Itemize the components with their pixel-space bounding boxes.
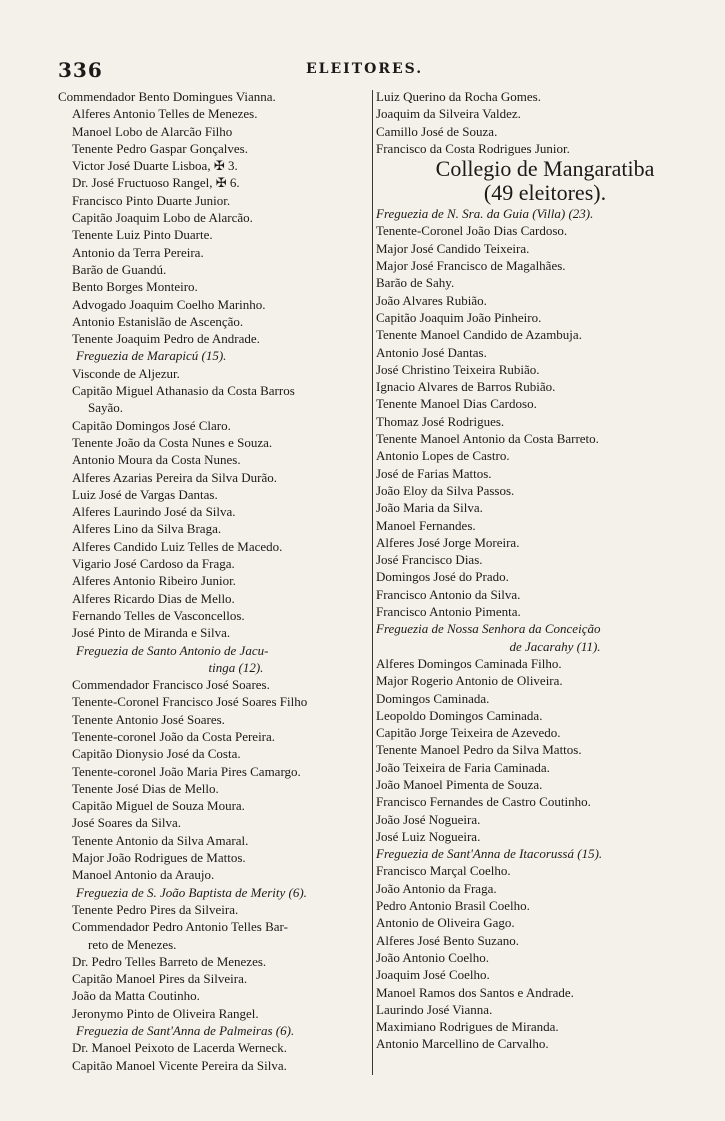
elector-entry: Antonio Estanislão de Ascenção.: [72, 313, 244, 329]
elector-entry: Capitão Joaquim Lobo de Alarcão.: [72, 210, 253, 226]
elector-entry: Fernando Telles de Vasconcellos.: [72, 607, 245, 623]
elector-entry: Antonio da Terra Pereira.: [72, 244, 204, 260]
elector-entry: Tenente João da Costa Nunes e Souza.: [72, 434, 273, 450]
elector-entry: Antonio de Oliveira Gago.: [376, 915, 515, 931]
elector-entry: Capitão Dionysio José da Costa.: [72, 746, 241, 762]
elector-entry: João Manoel Pimenta de Souza.: [376, 776, 543, 792]
elector-entry: José Luiz Nogueira.: [376, 828, 481, 844]
elector-entry: Alferes Domingos Caminada Filho.: [376, 655, 562, 671]
elector-entry: José de Farias Mattos.: [376, 465, 492, 481]
right-column: [376, 88, 694, 1053]
elector-entry: Alferes Antonio Telles de Menezes.: [72, 106, 258, 122]
elector-entry: Manoel Lobo de Alarcão Filho: [72, 123, 233, 139]
elector-entry: João Alvares Rubião.: [376, 292, 487, 308]
elector-entry: Major José Francisco de Magalhães.: [376, 258, 566, 274]
elector-entry: Manoel Fernandes.: [376, 517, 476, 533]
parish-heading: Freguezia de Sant'Anna de Palmeiras (6).: [76, 1023, 295, 1039]
elector-entry: Antonio José Dantas.: [376, 344, 487, 360]
elector-entry: João Teixeira de Faria Caminada.: [376, 759, 550, 775]
parish-heading: Freguezia de S. João Baptista de Merity (6).: [76, 884, 307, 900]
parish-heading-continued: tinga (12).: [208, 659, 264, 675]
elector-entry: Domingos Caminada.: [376, 690, 490, 706]
parish-heading: Freguezia de Santo Antonio de Jacu-: [76, 642, 269, 658]
elector-entry: José Francisco Dias.: [376, 552, 483, 568]
elector-entry: Francisco da Costa Rodrigues Junior.: [376, 140, 570, 156]
elector-entry: Tenente-Coronel Francisco José Soares Filho: [72, 694, 308, 710]
elector-entry: Thomaz José Rodrigues.: [376, 413, 505, 429]
elector-entry: Maximiano Rodrigues de Miranda.: [376, 1019, 559, 1035]
elector-entry: Capitão Domingos José Claro.: [72, 417, 231, 433]
elector-entry: Victor José Duarte Lisboa, ✠ 3.: [72, 158, 238, 174]
elector-entry: Tenente Manoel Candido de Azambuja.: [376, 327, 582, 343]
college-title: (49 eleitores).: [483, 180, 607, 206]
elector-entry: Tenente Joaquim Pedro de Andrade.: [72, 331, 260, 347]
elector-entry: Joaquim José Coelho.: [376, 967, 490, 983]
parish-heading: Freguezia de Marapicú (15).: [76, 348, 227, 364]
elector-entry: Tenente Pedro Gaspar Gonçalves.: [72, 140, 248, 156]
elector-entry: Dr. José Fructuoso Rangel, ✠ 6.: [72, 175, 240, 191]
elector-entry: Bento Borges Monteiro.: [72, 279, 198, 295]
parish-heading: Freguezia de N. Sra. da Guia (Villa) (23).: [376, 206, 594, 222]
elector-entry: Laurindo José Vianna.: [376, 1001, 493, 1017]
elector-entry: Francisco Pinto Duarte Junior.: [72, 192, 231, 208]
elector-entry: Francisco Antonio Pimenta.: [376, 604, 521, 620]
parish-heading-continued: de Jacarahy (11).: [509, 638, 601, 654]
elector-entry: Tenente Manoel Pedro da Silva Mattos.: [376, 742, 582, 758]
elector-entry: Barão de Guandú.: [72, 261, 167, 277]
elector-entry: Barão de Sahy.: [376, 275, 455, 291]
elector-entry: João Antonio Coelho.: [376, 949, 490, 965]
elector-entry: Francisco Marçal Coelho.: [376, 863, 511, 879]
elector-entry: João José Nogueira.: [376, 811, 481, 827]
elector-entry: Antonio Marcellino de Carvalho.: [376, 1036, 549, 1052]
elector-entry: Luiz José de Vargas Dantas.: [72, 486, 218, 502]
elector-entry: Antonio Moura da Costa Nunes.: [72, 452, 241, 468]
elector-entry: Capitão Joaquim João Pinheiro.: [376, 309, 542, 325]
elector-entry: Alferes Candido Luiz Telles de Macedo.: [72, 538, 283, 554]
elector-entry: José Christino Teixeira Rubião.: [376, 361, 540, 377]
elector-entry: Alferes Antonio Ribeiro Junior.: [72, 573, 236, 589]
elector-entry: Manoel Ramos dos Santos e Andrade.: [376, 984, 574, 1000]
parish-heading: Freguezia de Sant'Anna de Itacorussá (15).: [376, 846, 603, 862]
elector-entry: Tenente Antonio José Soares.: [72, 711, 225, 727]
elector-entry: Ignacio Alvares de Barros Rubião.: [376, 379, 556, 395]
running-title: ELEITORES.: [306, 61, 424, 77]
elector-entry: Dr. Manoel Peixoto de Lacerda Werneck.: [72, 1040, 287, 1056]
elector-entry: José Soares da Silva.: [72, 815, 182, 831]
page-number: 336: [58, 58, 103, 82]
elector-entry: Dr. Pedro Telles Barreto de Menezes.: [72, 953, 267, 969]
elector-entry: Tenente-coronel João da Costa Pereira.: [72, 728, 276, 744]
elector-entry: Pedro Antonio Brasil Coelho.: [376, 898, 530, 914]
elector-entry: João Antonio da Fraga.: [376, 880, 497, 896]
elector-entry: Jeronymo Pinto de Oliveira Rangel.: [72, 1005, 259, 1021]
elector-entry: Capitão Miguel Athanasio da Costa Barros: [72, 383, 295, 399]
elector-entry: Tenente-coronel João Maria Pires Camargo.: [72, 763, 301, 779]
elector-entry: Capitão Miguel de Souza Moura.: [72, 798, 245, 814]
elector-entry: Alferes Lino da Silva Braga.: [72, 521, 222, 537]
elector-entry: Commendador Pedro Antonio Telles Bar-: [72, 919, 288, 935]
elector-entry: Tenente Antonio da Silva Amaral.: [72, 832, 249, 848]
elector-entry-continued: reto de Menezes.: [88, 936, 177, 952]
elector-entry: Capitão Manoel Vicente Pereira da Silva.: [72, 1057, 287, 1073]
elector-entry: Advogado Joaquim Coelho Marinho.: [72, 296, 266, 312]
elector-entry: Commendador Bento Domingues Vianna.: [58, 89, 276, 104]
parish-heading: Freguezia de Nossa Senhora da Conceição: [376, 621, 601, 637]
elector-entry: Major Rogerio Antonio de Oliveira.: [376, 673, 563, 689]
elector-entry: Tenente José Dias de Mello.: [72, 780, 219, 796]
elector-entry: João da Matta Coutinho.: [72, 988, 200, 1004]
elector-entry: Camillo José de Souza.: [376, 123, 498, 139]
elector-entry: Alferes José Jorge Moreira.: [376, 534, 520, 550]
elector-entry: Antonio Lopes de Castro.: [376, 448, 510, 464]
elector-entry: Alferes Ricardo Dias de Mello.: [72, 590, 235, 606]
elector-entry: Commendador Francisco José Soares.: [72, 677, 270, 693]
elector-entry: Manoel Antonio da Araujo.: [72, 867, 215, 883]
elector-entry: Alferes Azarias Pereira da Silva Durão.: [72, 469, 278, 485]
page-header: [58, 58, 648, 86]
elector-entry: Leopoldo Domingos Caminada.: [376, 707, 543, 723]
elector-entry: Alferes Laurindo José da Silva.: [72, 504, 236, 520]
elector-entry: Visconde de Aljezur.: [72, 365, 180, 381]
elector-entry: Tenente Manoel Dias Cardoso.: [376, 396, 537, 412]
elector-entry: Tenente Pedro Pires da Silveira.: [72, 901, 239, 917]
elector-entry: João Maria da Silva.: [376, 500, 483, 516]
elector-entry: Alferes José Bento Suzano.: [376, 932, 519, 948]
elector-entry: Domingos José do Prado.: [376, 569, 509, 585]
elector-entry: Tenente Luiz Pinto Duarte.: [72, 227, 213, 243]
elector-entry: Vigario José Cardoso da Fraga.: [72, 556, 235, 572]
elector-entry-continued: Sayão.: [88, 400, 124, 416]
college-title: Collegio de Mangaratiba: [435, 156, 655, 182]
elector-entry: João Eloy da Silva Passos.: [376, 482, 515, 498]
elector-entry: Tenente-Coronel João Dias Cardoso.: [376, 223, 568, 239]
elector-entry: Major José Candido Teixeira.: [376, 240, 530, 256]
left-column: [58, 88, 374, 1074]
elector-entry: Luiz Querino da Rocha Gomes.: [376, 89, 541, 104]
elector-entry: José Pinto de Miranda e Silva.: [72, 625, 231, 641]
elector-entry: Capitão Jorge Teixeira de Azevedo.: [376, 725, 561, 741]
elector-entry: Tenente Manoel Antonio da Costa Barreto.: [376, 431, 599, 447]
elector-entry: Capitão Manoel Pires da Silveira.: [72, 971, 248, 987]
elector-entry: Joaquim da Silveira Valdez.: [376, 106, 521, 122]
column-divider: [372, 90, 373, 1075]
elector-entry: Francisco Antonio da Silva.: [376, 586, 521, 602]
elector-entry: Major João Rodrigues de Mattos.: [72, 850, 246, 866]
elector-entry: Francisco Fernandes de Castro Coutinho.: [376, 794, 591, 810]
